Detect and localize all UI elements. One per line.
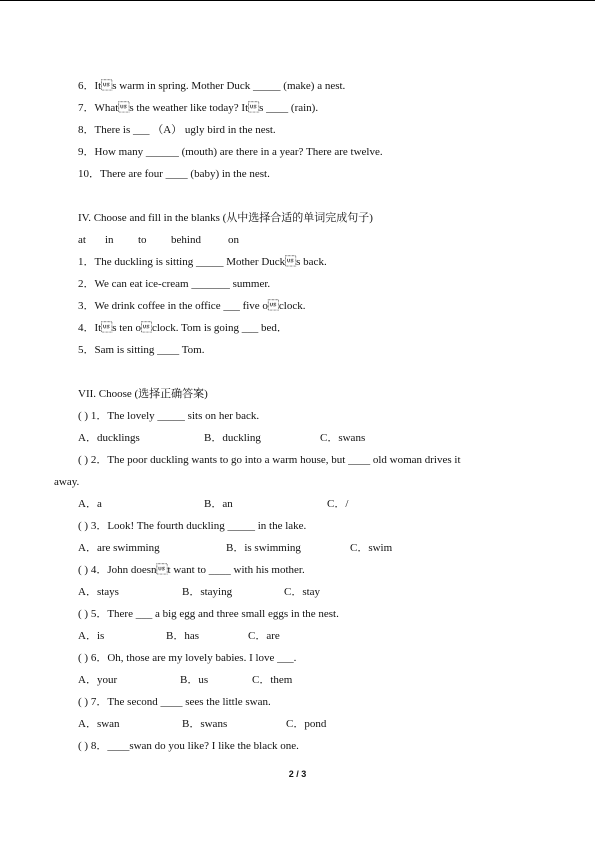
option-a: A．ducklings xyxy=(78,432,140,444)
section-iv-item-5: 5．Sam is sitting ____ Tom. xyxy=(78,344,205,356)
page-number: 2 / 3 xyxy=(288,769,307,779)
section-iv-item-3: 3．We drink coffee in the office ___ five o clock. xyxy=(78,300,306,312)
option-a: A．a xyxy=(78,498,102,510)
mc-question-5: ( ) 5．There ___ a big egg and three small eggs in the nest. xyxy=(78,608,339,620)
option-c: C．swim xyxy=(350,542,393,554)
option-c: C．/ xyxy=(327,498,349,510)
mc-question-2: ( ) 2．The poor duckling wants to go into a warm house, but ____ old woman drives it xyxy=(78,454,461,466)
section-vii-heading: VII. Choose (选择正确答案) xyxy=(78,388,208,400)
word-bank-item: at xyxy=(78,234,86,246)
section-iv-heading: IV. Choose and fill in the blanks (从中选择合适的单词完成句子) xyxy=(78,212,373,224)
option-c: C．swans xyxy=(320,432,366,444)
option-c: C．stay xyxy=(284,586,321,598)
word-bank-item: in xyxy=(105,234,114,246)
question-10: 10．There are four ____ (baby) in the nest. xyxy=(78,168,270,180)
option-b: B．staying xyxy=(182,586,233,598)
page-top-border xyxy=(0,0,595,1)
option-a: A．swan xyxy=(78,718,120,730)
section-iv-item-1: 1．The duckling is sitting _____ Mother Duck s back. xyxy=(78,256,327,268)
section-iv-item-4: 4．It s ten o clock. Tom is going ___ bed． xyxy=(78,322,288,334)
option-b: B．is swimming xyxy=(226,542,301,554)
mc-question-6: ( ) 6．Oh, those are my lovely babies. I love ___. xyxy=(78,652,297,664)
word-bank xyxy=(78,234,378,247)
question-9: 9．How many ______ (mouth) are there in a year? There are twelve. xyxy=(78,146,383,158)
option-b: B．swans xyxy=(182,718,228,730)
option-a: A．is xyxy=(78,630,105,642)
word-bank-item: to xyxy=(138,234,147,246)
mc-question-3: ( ) 3．Look! The fourth duckling _____ in the lake. xyxy=(78,520,307,532)
option-b: B．duckling xyxy=(204,432,261,444)
option-c: C．pond xyxy=(286,718,327,730)
mc-question-2-continued: away. xyxy=(54,476,80,488)
mc-question-7: ( ) 7．The second ____ sees the little swan. xyxy=(78,696,271,708)
option-b: B．us xyxy=(180,674,209,686)
word-bank-item: behind xyxy=(171,234,201,246)
option-b: B．has xyxy=(166,630,199,642)
option-b: B．an xyxy=(204,498,233,510)
mc-question-1: ( ) 1．The lovely _____ sits on her back. xyxy=(78,410,260,422)
section-iv-item-2: 2．We can eat ice-cream _______ summer. xyxy=(78,278,271,290)
mc-question-8: ( ) 8．____swan do you like? I like the black one. xyxy=(78,740,299,752)
word-bank-item: on xyxy=(228,234,239,246)
option-a: A．stays xyxy=(78,586,119,598)
mc-question-4: ( ) 4．John doesn t want to ____ with his mother. xyxy=(78,564,305,576)
option-c: C．are xyxy=(248,630,280,642)
option-a: A．are swimming xyxy=(78,542,160,554)
option-a: A．your xyxy=(78,674,118,686)
question-7: 7．What s the weather like today? It s ____ (rain). xyxy=(78,102,319,114)
question-6: 6．It s warm in spring. Mother Duck _____ (make) a nest. xyxy=(78,80,346,92)
option-c: C．them xyxy=(252,674,293,686)
question-8: 8．There is ___ （A） ugly bird in the nest. xyxy=(78,124,276,136)
